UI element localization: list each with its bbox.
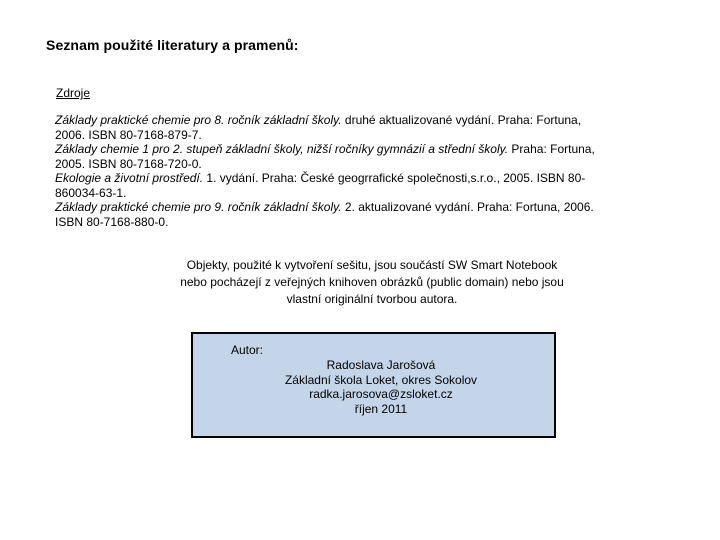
reference-details: Praha: Fortuna, 2005. ISBN 80-7168-720-0.: [55, 142, 595, 171]
reference-title: Základy praktické chemie pro 9. ročník základní školy.: [55, 200, 342, 214]
reference-list: [55, 113, 610, 229]
author-email[interactable]: radka.jarosova@zsloket.cz: [309, 387, 453, 401]
reference-item: [55, 200, 610, 229]
reference-details: 2. aktualizované vydání. Praha: Fortuna, 2006. ISBN 80-7168-880-0.: [55, 200, 594, 229]
reference-title: Ekologie a životní prostředí.: [55, 171, 204, 185]
reference-title: Základy chemie 1 pro 2. stupeň základní školy, nižší ročníky gymnázií a střední školy.: [55, 142, 509, 156]
reference-item: [55, 113, 610, 142]
page-title: Seznam použité literatury a pramenů:: [46, 37, 299, 53]
sources-heading: Zdroje: [56, 86, 91, 100]
reference-item: [55, 142, 610, 171]
reference-item: [55, 171, 610, 200]
reference-title: Základy praktické chemie pro 8. ročník základní školy.: [55, 113, 342, 127]
author-name: Radoslava Jarošová: [326, 358, 436, 372]
author-label: Autor:: [231, 343, 264, 357]
reference-details: 1. vydání. Praha: České geogrrafické společnosti,s.r.o., 2005. ISBN 80-860034-63-1.: [55, 171, 586, 200]
author-details: [271, 358, 491, 416]
author-box: [191, 332, 556, 438]
objects-note: Objekty, použité k vytvoření sešitu, jsou součástí SW Smart Notebook nebo pocházejí z veřejných knihoven obrázků (public domain) nebo jsou vlastní originální tvorbou autora.: [180, 258, 564, 306]
reference-details: druhé aktualizované vydání. Praha: Fortuna, 2006. ISBN 80-7168-879-7.: [55, 113, 582, 142]
author-school: Základní škola Loket, okres Sokolov: [284, 372, 478, 387]
author-date: říjen 2011: [354, 401, 408, 416]
